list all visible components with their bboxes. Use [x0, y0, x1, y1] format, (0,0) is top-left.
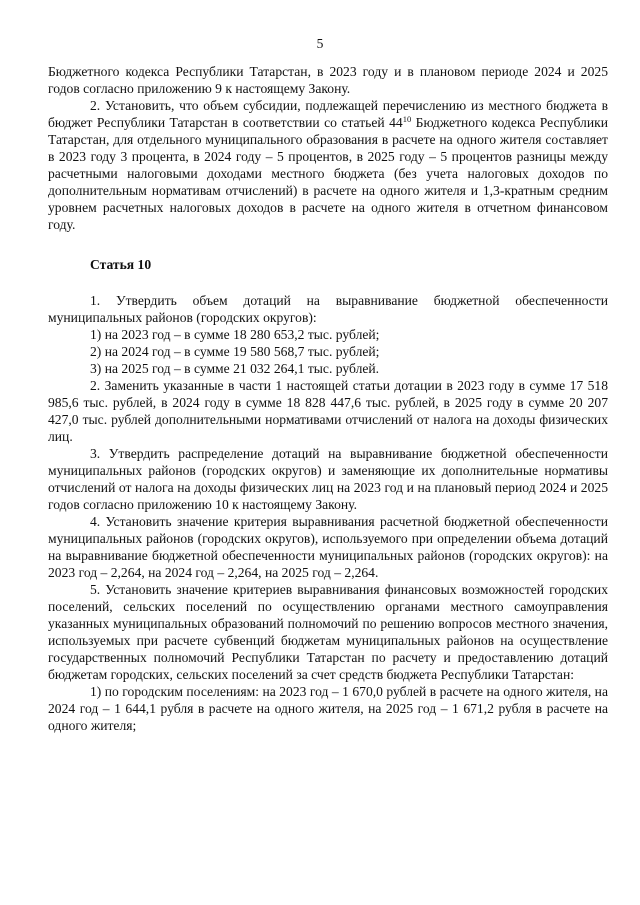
article-paragraph: 5. Установить значение критериев выравнивания финансовых возможностей городских поселений, сельских поселений по осуществлению органами местного самоуправления указанных муниципальных образований полномочий по решению вопросов местного значения, используемых при расчете субвенций бюджетам муниципальных районов на осуществление государственных полномочий Республики Татарстан по расчету и предоставлению дотаций бюджетам городских, сельских поселений за счет средств бюджета Республики Татарстан:: [48, 582, 608, 682]
document-body: [48, 63, 608, 734]
article-paragraph: 1) по городским поселениям: на 2023 год – 1 670,0 рублей в расчете на одного жителя, на 2024 год – 1 644,1 рубля в расчете на одного жителя, на 2025 год – 1 671,2 рубля в расчете на одного жителя;: [48, 684, 608, 733]
article-paragraph: 2) на 2024 год – в сумме 19 580 568,7 тыс. рублей;: [90, 344, 380, 359]
paragraph-item-2: [48, 97, 608, 233]
article-paragraph: 4. Установить значение критерия выравнивания расчетной бюджетной обеспеченности муниципальных районов (городских округов), используемого при определении объема дотаций на выравнивание бюджетной обеспеченности муниципальных районов (городских округов): на 2023 год – 2,264, на 2024 год – 2,264, на 2025 год – 2,264.: [48, 514, 608, 580]
item2-text-before: 2. Установить, что объем субсидии, подлежащей перечислению из местного бюджета в бюджет Республики Татарстан в соответствии со статьей 44: [48, 98, 608, 130]
page-number: 5: [316, 36, 324, 51]
article-paragraph: 2. Заменить указанные в части 1 настоящей статьи дотации в 2023 году в сумме 17 518 985,6 тыс. рублей, в 2024 году в сумме 18 828 447,6 тыс. рублей, в 2025 году в сумме 20 207 427,0 тыс. рублей дополнительными нормативами отчислений от налога на доходы физических лиц.: [48, 378, 608, 444]
article-heading: Статья 10: [90, 257, 152, 272]
intro-paragraph: Бюджетного кодекса Республики Татарстан, в 2023 году и в плановом периоде 2024 и 2025 годов согласно приложению 9 к настоящему Закону.: [48, 64, 608, 96]
article-paragraph: 1. Утвердить объем дотаций на выравнивание бюджетной обеспеченности муниципальных районов (городских округов):: [48, 293, 608, 325]
item2-text-after: Бюджетного кодекса Республики Татарстан, для отдельного муниципального образования в расчете на одного жителя составляет в 2023 году 3 процента, в 2024 году – 5 процентов, в 2025 году – 5 процентов разницы между расчетными налоговыми доходами местного бюджета (без учета налоговых доходов по дополнительным нормативам отчислений) в расчете на одного жителя и 1,3-кратным средним уровнем расчетных налоговых доходов в расчете на одного жителя в отчетном финансовом году.: [48, 115, 608, 232]
article-paragraph: 3. Утвердить распределение дотаций на выравнивание бюджетной обеспеченности муниципальных районов (городских округов) и заменяющие их дополнительные нормативы отчислений от налога на доходы физических лиц на 2023 год и на плановый период 2024 и 2025 годов согласно приложению 10 к настоящему Закону.: [48, 446, 608, 512]
article-paragraph: 1) на 2023 год – в сумме 18 280 653,2 тыс. рублей;: [90, 327, 380, 342]
article-paragraph: 3) на 2025 год – в сумме 21 032 264,1 тыс. рублей.: [90, 361, 380, 376]
article-superscript: 10: [402, 114, 412, 124]
